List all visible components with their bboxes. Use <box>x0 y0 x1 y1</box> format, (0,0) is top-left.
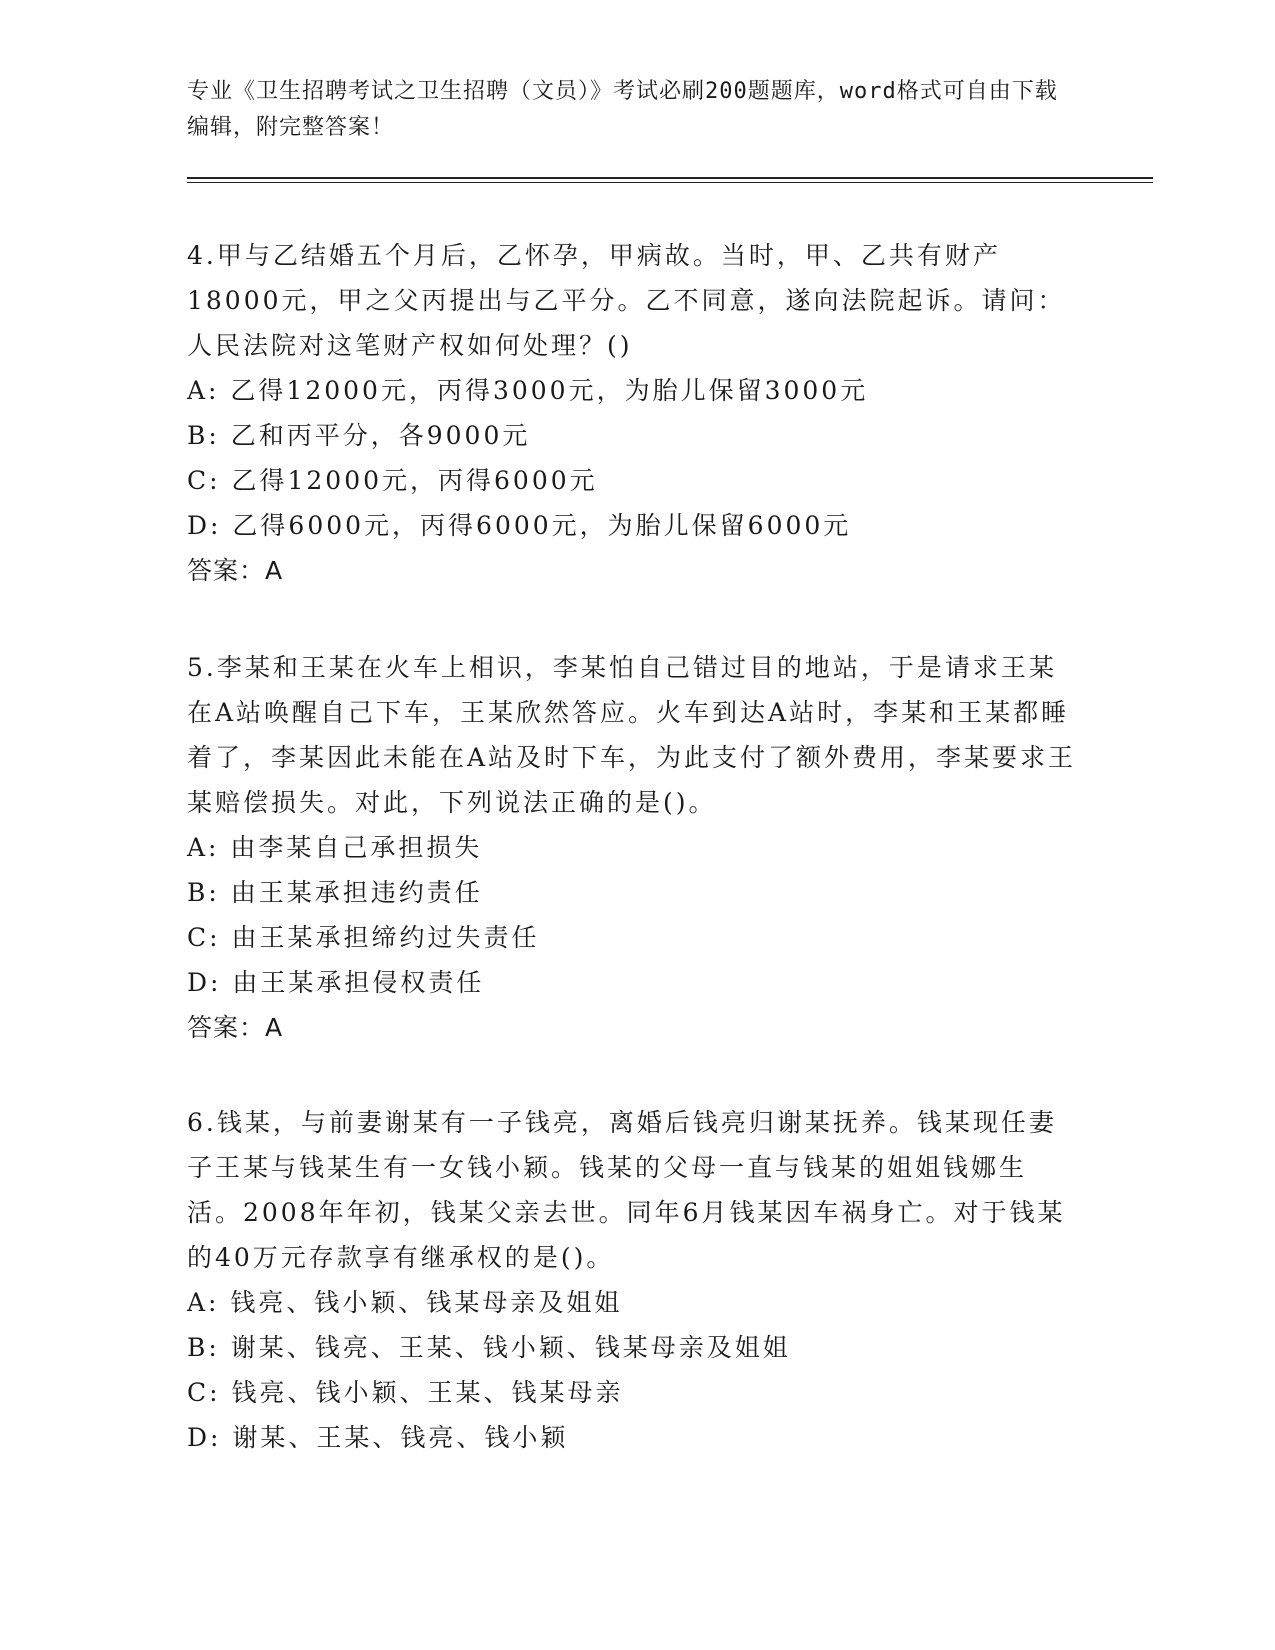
header-rule-thick <box>187 177 1153 179</box>
option-b: B: 谢某、钱亮、王某、钱小颖、钱某母亲及姐姐 <box>187 1333 791 1362</box>
question-stem: 4.甲与乙结婚五个月后，乙怀孕，甲病故。当时，甲、乙共有财产18000元，甲之父丙提出与乙平分。乙不同意，遂向法院起诉。请问：人民法院对这笔财产权如何处理？() <box>187 241 1066 360</box>
header-rule-thin <box>187 182 1153 183</box>
question-4 <box>187 233 1077 593</box>
question-6 <box>187 1100 1077 1460</box>
answer: 答案：A <box>187 1013 284 1042</box>
option-c: C: 钱亮、钱小颖、王某、钱某母亲 <box>187 1378 624 1407</box>
answer: 答案：A <box>187 556 284 585</box>
option-b: B: 由王某承担违约责任 <box>187 878 483 907</box>
option-d: D: 谢某、王某、钱亮、钱小颖 <box>187 1423 569 1452</box>
option-b: B: 乙和丙平分，各9000元 <box>187 421 531 450</box>
question-5 <box>187 645 1077 1050</box>
option-a: A: 由李某自己承担损失 <box>187 833 483 862</box>
question-stem: 5.李某和王某在火车上相识，李某怕自己错过目的地站，于是请求王某在A站唤醒自己下车，王某欣然答应。火车到达A站时，李某和王某都睡着了，李某因此未能在A站及时下车，为此支付了额外费用，李某要求王某赔偿损失。对此，下列说法正确的是()。 <box>187 653 1077 817</box>
document-header: 专业《卫生招聘考试之卫生招聘（文员）》考试必刷200题题库，word格式可自由下载编辑，附完整答案！ <box>187 79 1058 140</box>
option-d: D: 乙得6000元，丙得6000元，为胎儿保留6000元 <box>187 511 852 540</box>
option-c: C: 由王某承担缔约过失责任 <box>187 923 540 952</box>
option-d: D: 由王某承担侵权责任 <box>187 968 485 997</box>
question-stem: 6.钱某，与前妻谢某有一子钱亮，离婚后钱亮归谢某抚养。钱某现任妻子王某与钱某生有一女钱小颖。钱某的父母一直与钱某的姐姐钱娜生活。2008年年初，钱某父亲去世。同年6月钱某因车祸身亡。对于钱某的40万元存款享有继承权的是()。 <box>187 1108 1066 1272</box>
option-c: C: 乙得12000元，丙得6000元 <box>187 466 598 495</box>
option-a: A: 乙得12000元，丙得3000元，为胎儿保留3000元 <box>187 376 869 405</box>
option-a: A: 钱亮、钱小颖、钱某母亲及姐姐 <box>187 1288 623 1317</box>
